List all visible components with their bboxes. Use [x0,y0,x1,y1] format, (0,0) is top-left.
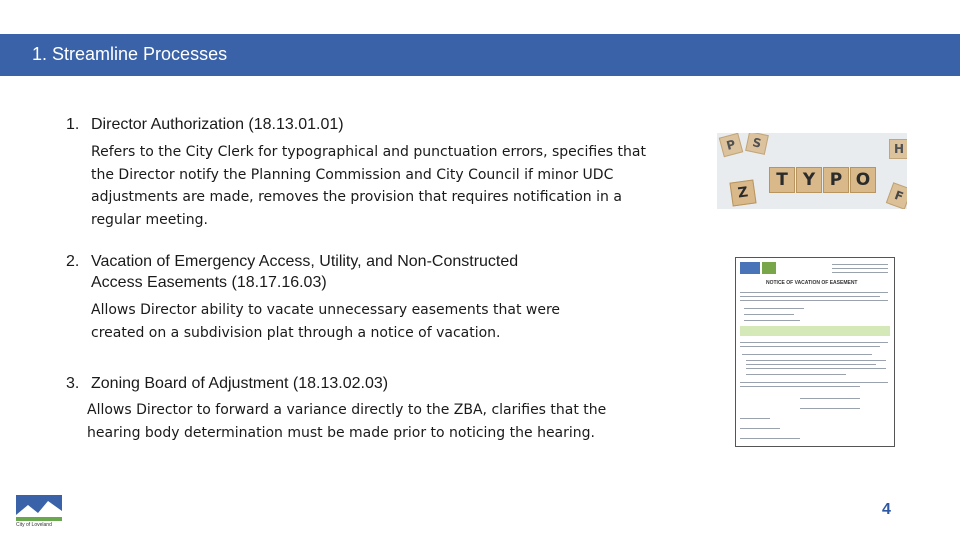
item-2-number: 2. [66,253,80,270]
cube-letter: P [719,133,743,157]
slide-title: 1. Streamline Processes [32,44,228,64]
doc-highlight [740,326,890,336]
item-1-description: Refers to the City Clerk for typographical and punctuation errors, specifies that the Director notify the Planning Commission and City Council if minor UDC adjustments are made, removes the provision that requires notification in a regular meeting. [91,144,646,229]
cube-letter: S [745,133,769,155]
cube-letter: Y [796,167,822,193]
item-1-number: 1. [66,116,80,133]
item-2-description: Allows Director ability to vacate unnecessary easements that were created on a subdivision plat through a notice of vacation. [91,302,561,341]
cube-letter: Z [729,179,756,206]
cube-letter: T [769,167,795,193]
item-3-description: Allows Director to forward a variance directly to the ZBA, clarifies that the hearing body determination must be made prior to noticing the hearing. [87,402,607,441]
cube-letter: H [889,139,907,159]
doc-logo-icon [762,262,776,274]
city-logo [16,495,62,529]
item-2-title-line2: Access Easements (18.17.16.03) [91,274,327,291]
cube-letter: O [850,167,876,193]
cube-letter: P [823,167,849,193]
item-3-number: 3. [66,375,80,392]
item-2-title-line1: Vacation of Emergency Access, Utility, and Non-Constructed [91,253,519,270]
item-3-title: Zoning Board of Adjustment (18.13.02.03) [91,375,389,392]
logo-text: City of Loveland [16,522,52,528]
item-1-title: Director Authorization (18.13.01.01) [91,116,344,133]
cube-letter: F [886,182,907,209]
doc-title: NOTICE OF VACATION OF EASEMENT [766,280,858,286]
notice-document-image [735,257,895,447]
page-number: 4 [882,501,891,518]
doc-logo-icon [740,262,760,274]
typo-cubes-image [717,133,907,209]
